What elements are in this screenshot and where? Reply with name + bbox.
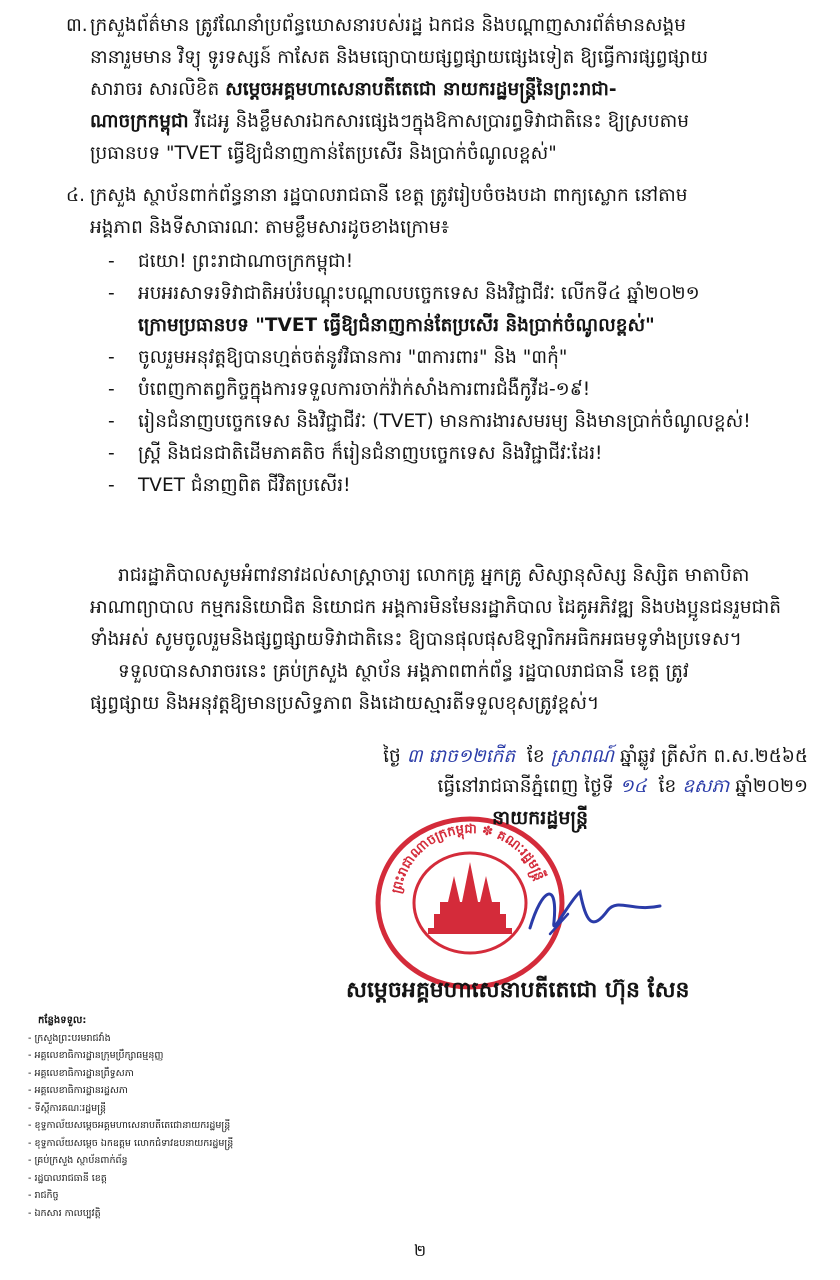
closing-line-1: រាជរដ្ឋាភិបាលសូមអំពាវនាវដល់សាស្ត្រាចារ្យ លោកគ្រូ អ្នកគ្រូ សិស្សានុសិស្ស និស្សិត មាតាបិតា [118, 565, 750, 586]
page-number: ២ [413, 1241, 427, 1260]
recipient-text: ឯកសារ កាលប្បវត្តិ [34, 1207, 101, 1219]
lunar-month-label: ខែ [527, 746, 545, 767]
slogan-list [108, 246, 798, 502]
closing-line-4: ទទួលបានសារាចរនេះ គ្រប់ក្រសួង ស្ថាប័ន អង្គភាពពាក់ព័ន្ធ រដ្ឋបាលរាជធានី ខេត្ត ត្រូវ [118, 661, 689, 682]
paragraph-4-line-2: អង្គភាព និងទីសាធារណៈ តាមខ្លឹមសារដូចខាងក្រោម៖ [90, 217, 449, 238]
pm-name-bold-part2: ណាចក្រកម្ពុជា [90, 111, 189, 132]
bullet-dash-icon: - [108, 379, 115, 400]
slogan-text: ក្រោមប្រធានបទ "TVET ធ្វើឱ្យជំនាញកាន់តែប្រសើរ និងប្រាក់ចំណូលខ្ពស់" [138, 315, 655, 336]
closing-line-3: ទាំងអស់ សូមចូលរួមនិងផ្សព្វផ្សាយទិវាជាតិនេះ ឱ្យបានផុលផុសឱឡារិកអធិកអធមទូទាំងប្រទេស។ [90, 629, 742, 650]
bullet-dash-icon: - [108, 251, 115, 272]
handwritten-month: ឧសភា [682, 776, 730, 797]
recipient-text: ខុទ្ទកាល័យសម្តេច ឯកឧត្តម លោកជំទាវឧបនាយករដ្ឋមន្ត្រី [34, 1137, 234, 1149]
paragraph-3-line-2: នានារួមមាន វិទ្យុ ទូរទស្សន៍ កាសែត និងមធ្យោបាយផ្សព្វផ្សាយផ្សេងទៀត ឱ្យធ្វើការផ្សព្វផ្សាយ [90, 47, 709, 68]
slogan-text: ជយោ! ព្រះរាជាណាចក្រកម្ពុជា! [138, 251, 354, 272]
handwritten-lunar-month: ស្រាពណ៍ [550, 746, 614, 767]
recipient-text: ខុទ្ទកាល័យសម្តេចអគ្គមហាសេនាបតីតេជោនាយករដ្ឋមន្ត្រី [34, 1120, 231, 1131]
handwritten-day: ១៤ [619, 776, 647, 797]
recipient-item: - អគ្គលេខាធិការដ្ឋានរដ្ឋសភា [28, 1085, 128, 1096]
pm-name-bold-part1: សម្តេចអគ្គមហាសេនាបតីតេជោ នាយករដ្ឋមន្ត្រីនៃព្រះរាជា- [225, 79, 617, 100]
recipient-item: - រដ្ឋបាលរាជធានី ខេត្ត [28, 1172, 107, 1184]
recipient-item: - ទីស្តីការគណៈរដ្ឋមន្ត្រី [28, 1102, 107, 1114]
date-block [383, 742, 808, 802]
recipients-heading: កន្លែងទទួល: [38, 1015, 87, 1026]
recipient-item: - អគ្គលេខាធិការដ្ឋានក្រុមប្រឹក្សាធម្មនុញ្ញ [28, 1050, 164, 1061]
bullet-dash-icon: - [108, 347, 115, 368]
recipient-item: - ក្រសួងព្រះបរមរាជវាំង [28, 1032, 111, 1044]
slogan-text: បំពេញកាតព្វកិច្ចក្នុងការទទួលការចាក់វ៉ាក់សាំងការពារជំងឺកូវីដ-១៩! [138, 379, 591, 400]
recipient-text: ទីស្តីការគណៈរដ្ឋមន្ត្រី [34, 1102, 107, 1114]
paragraph-4 [66, 180, 790, 244]
lunar-prefix: ថ្ងៃ [383, 746, 401, 767]
recipient-text: គ្រប់ក្រសួង ស្ថាប័នពាក់ព័ន្ធ [34, 1155, 128, 1166]
recipient-item: - គ្រប់ក្រសួង ស្ថាប័នពាក់ព័ន្ធ [28, 1155, 128, 1166]
closing-appeal [90, 560, 800, 720]
recipient-item: - អគ្គលេខាធិការដ្ឋានព្រឹទ្ធសភា [28, 1067, 134, 1079]
slogan-text: ចូលរួមអនុវត្តឱ្យបានហ្មត់ចត់នូវវិធានការ "៣ការពារ" និង "៣កុំ" [138, 347, 568, 368]
paragraph-3-number: ៣. [66, 15, 88, 36]
slogan-text: TVET ជំនាញពិត ជីវិតប្រសើរ! [138, 475, 351, 496]
recipient-text: រាជកិច្ច [34, 1190, 59, 1201]
paragraph-3-line-3-text: សារាចរ សារលិខិត [90, 79, 220, 100]
place-prefix: ធ្វើនៅរាជធានីភ្នំពេញ ថ្ងៃទី [437, 776, 614, 797]
solar-date [383, 772, 808, 802]
bullet-dash-icon: - [108, 443, 115, 464]
slogan-item [108, 406, 798, 438]
slogan-text: ស្ត្រី និងជនជាតិដើមភាគតិច ក៏រៀនជំនាញបច្ចេកទេស និងវិជ្ជាជីវៈដែរ! [138, 443, 603, 464]
slogan-item [108, 246, 798, 278]
slogan-item [108, 278, 798, 310]
slogan-item [108, 374, 798, 406]
lunar-suffix: ឆ្នាំឆ្លូវ ត្រីស័ក ព.ស.២៥៦៥ [619, 746, 808, 767]
paragraph-3 [66, 10, 790, 170]
signer-name: សម្តេចអគ្គមហាសេនាបតីតេជោ ហ៊ុន សែន [346, 978, 690, 1003]
paragraph-4-number: ៤. [66, 185, 85, 206]
recipient-item: - ខុទ្ទកាល័យសម្តេច ឯកឧត្តម លោកជំទាវឧបនាយករដ្ឋមន្ត្រី [28, 1137, 234, 1149]
closing-line-2: អាណាព្យាបាល កម្មករនិយោជិត និយោជក អង្គការមិនមែនរដ្ឋាភិបាល ដៃគូអភិវឌ្ឍ និងបងប្អូនជនរួមជាតិ [90, 597, 781, 618]
seal-text: ព្រះរាជាណាចក្រកម្ពុជា ✽ គណៈរដ្ឋមន្ត្រី [389, 821, 547, 896]
month-label: ខែ [658, 776, 677, 797]
paragraph-3-line-5: ប្រធានបទ "TVET ធ្វើឱ្យជំនាញកាន់តែប្រសើរ និងប្រាក់ចំណូលខ្ពស់" [90, 143, 557, 164]
slogan-item [108, 438, 798, 470]
year-label: ឆ្នាំ២០២១ [735, 776, 808, 797]
recipient-text: អគ្គលេខាធិការដ្ឋានរដ្ឋសភា [34, 1085, 128, 1096]
paragraph-3-line-4-rest: វីដេអូ និងខ្លឹមសារឯកសារផ្សេងៗក្នុងឱកាសប្រារព្ធទិវាជាតិនេះ ឱ្យស្របតាម [188, 111, 689, 132]
slogan-text: អបអរសាទរទិវាជាតិអប់រំបណ្តុះបណ្តាលបច្ចេកទេស និងវិជ្ជាជីវៈ លើកទី៤ ឆ្នាំ២០២១ [138, 283, 700, 304]
recipient-item: - ខុទ្ទកាល័យសម្តេចអគ្គមហាសេនាបតីតេជោនាយករដ្ឋមន្ត្រី [28, 1120, 231, 1131]
paragraph-4-line-1: ក្រសួង ស្ថាប័នពាក់ព័ន្ធនានា រដ្ឋបាលរាជធានី ខេត្ត ត្រូវរៀបចំចងបដា ពាក្យស្លោក នៅតាម [90, 185, 688, 206]
recipient-item: - រាជកិច្ច [28, 1190, 59, 1201]
slogan-item [108, 470, 798, 502]
lunar-date [383, 742, 808, 772]
angkor-temple-emblem [428, 862, 512, 934]
handwritten-lunar-day: ៣ រោច១២កើត [406, 746, 516, 767]
paragraph-3-line-1: ក្រសួងព័ត៌មាន ត្រូវណែនាំប្រព័ន្ធឃោសនារបស់រដ្ឋ ឯកជន និងបណ្តាញសារព័ត៌មានសង្គម [90, 15, 687, 36]
slogan-text: រៀនជំនាញបច្ចេកទេស និងវិជ្ជាជីវៈ (TVET) មានការងារសមរម្យ និងមានប្រាក់ចំណូលខ្ពស់! [138, 411, 751, 432]
signature-icon [520, 870, 670, 950]
bullet-dash-icon: - [108, 475, 115, 496]
recipient-text: ក្រសួងព្រះបរមរាជវាំង [34, 1032, 111, 1044]
bullet-dash-icon: - [108, 411, 115, 432]
slogan-item [108, 342, 798, 374]
bullet-dash-icon: - [108, 283, 115, 304]
recipient-text: រដ្ឋបាលរាជធានី ខេត្ត [34, 1172, 107, 1184]
paragraph-3-line-4 [90, 106, 790, 138]
recipients-list [28, 1012, 233, 1222]
recipient-text: អគ្គលេខាធិការដ្ឋានព្រឹទ្ធសភា [34, 1067, 134, 1079]
slogan-item-continuation [108, 310, 798, 342]
recipient-item: - ឯកសារ កាលប្បវត្តិ [28, 1207, 101, 1219]
closing-line-5: ផ្សព្វផ្សាយ និងអនុវត្តឱ្យមានប្រសិទ្ធភាព និងដោយស្មារតីទទួលខុសត្រូវខ្ពស់។ [90, 693, 600, 714]
recipient-text: អគ្គលេខាធិការដ្ឋានក្រុមប្រឹក្សាធម្មនុញ្ញ [34, 1050, 164, 1061]
paragraph-3-line-3 [90, 74, 790, 106]
pm-title: នាយករដ្ឋមន្ត្រី [492, 807, 589, 829]
